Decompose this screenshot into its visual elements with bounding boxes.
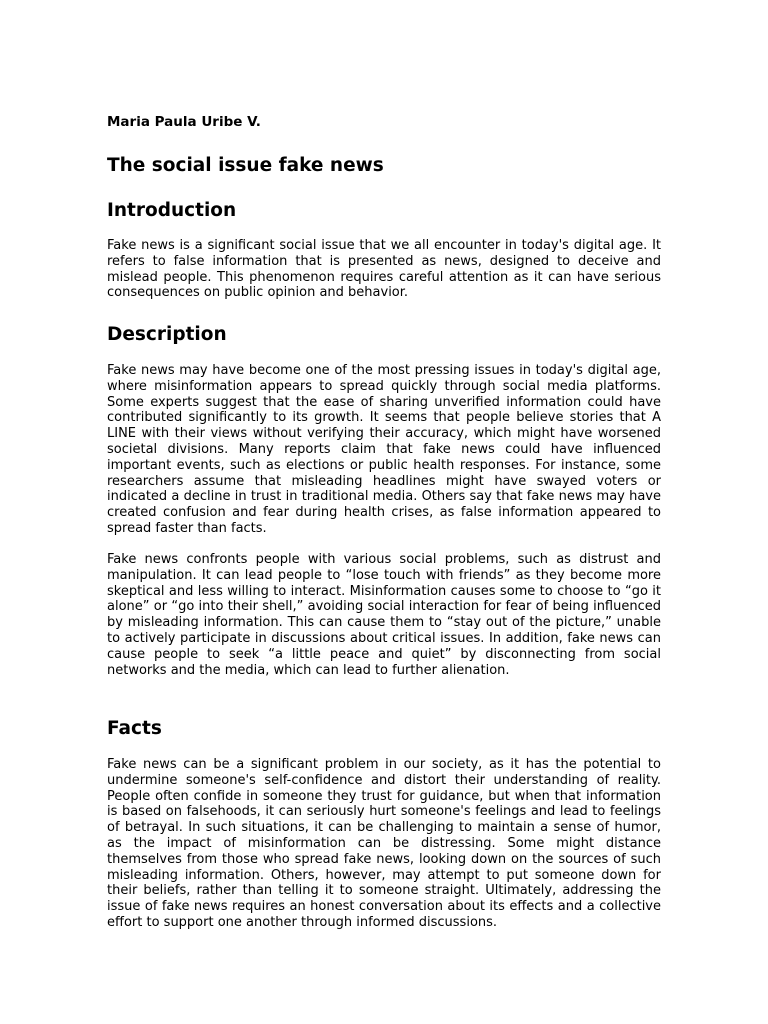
facts-heading: Facts <box>107 718 162 739</box>
introduction-paragraph: Fake news is a significant social issue that we all encounter in today's digital age. It refers to false information that is presented as news, designed to deceive and mislead people. This phenomenon requires careful attention as it can have serious consequences on public opinion and behavior. <box>107 238 661 301</box>
document-title: The social issue fake news <box>107 155 384 176</box>
facts-paragraph: Fake news can be a significant problem in our society, as it has the potential to undermine someone's self-confidence and distort their understanding of reality. People often confide in someone they trust for guidance, but when that information is based on falsehoods, it can seriously hurt someone's feelings and lead to feelings of betrayal. In such situations, it can be challenging to maintain a sense of humor, as the impact of misinformation can be distressing. Some might distance themselves from those who spread fake news, looking down on the sources of such misleading information. Others, however, may attempt to put someone down for their beliefs, rather than telling it to someone straight. Ultimately, addressing the issue of fake news requires an honest conversation about its effects and a collective effort to support one another through informed discussions. <box>107 757 661 930</box>
description-paragraph-1: Fake news may have become one of the most pressing issues in today's digital age, where misinformation appears to spread quickly through social media platforms. Some experts suggest that the ease of sharing unverified information could have contributed significantly to its growth. It seems that people believe stories that A LINE with their views without verifying their accuracy, which might have worsened societal divisions. Many reports claim that fake news could have influenced important events, such as elections or public health responses. For instance, some researchers assume that misleading headlines might have swayed voters or indicated a decline in trust in traditional media. Others say that fake news may have created confusion and fear during health crises, as false information appeared to spread faster than facts. <box>107 363 661 536</box>
document-page <box>107 110 661 930</box>
description-paragraph-2: Fake news confronts people with various social problems, such as distrust and manipulation. It can lead people to “lose touch with friends” as they become more skeptical and less willing to interact. Misinformation causes some to choose to “go it alone” or “go into their shell,” avoiding social interaction for fear of being influenced by misleading information. This can cause them to “stay out of the picture,” unable to actively participate in discussions about critical issues. In addition, fake news can cause people to seek “a little peace and quiet” by disconnecting from social networks and the media, which can lead to further alienation. <box>107 552 661 678</box>
introduction-heading: Introduction <box>107 200 237 221</box>
author-name: Maria Paula Uribe V. <box>107 114 261 130</box>
description-heading: Description <box>107 324 227 345</box>
